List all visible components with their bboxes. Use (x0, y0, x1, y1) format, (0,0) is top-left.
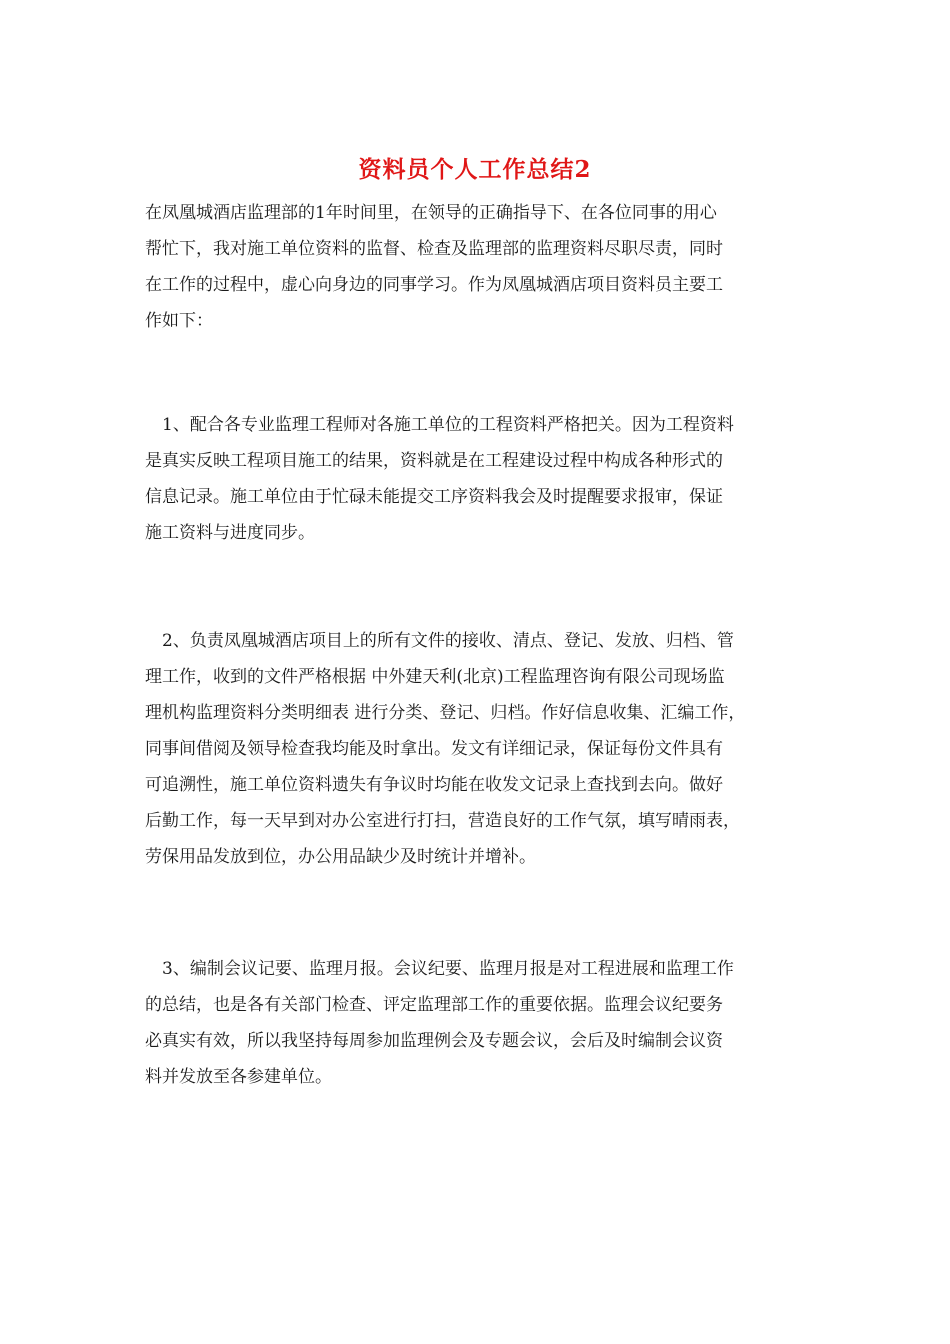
paragraph-line: 在凤凰城酒店监理部的1年时间里，在领导的正确指导下、在各位同事的用心 (145, 203, 717, 223)
paragraph-line: 的总结，也是各有关部门检查、评定监理部工作的重要依据。监理会议纪要务 (145, 995, 723, 1015)
paragraph-line: 1、配合各专业监理工程师对各施工单位的工程资料严格把关。因为工程资料 (162, 415, 734, 435)
document-title: 资料员个人工作总结2 (358, 156, 592, 183)
paragraph-line: 2、负责凤凰城酒店项目上的所有文件的接收、清点、登记、发放、归档、管 (162, 631, 734, 651)
item-2-paragraph (145, 623, 815, 875)
paragraph-line: 作如下： (145, 311, 213, 331)
paragraph-line: 理机构监理资料分类明细表 进行分类、登记、归档。作好信息收集、汇编工作， (145, 703, 746, 723)
paragraph-line: 必真实有效，所以我坚持每周参加监理例会及专题会议，会后及时编制会议资 (145, 1031, 723, 1051)
paragraph-line: 理工作，收到的文件严格根据 中外建天利(北京)工程监理咨询有限公司现场监 (145, 667, 725, 687)
paragraph-line: 同事间借阅及领导检查我均能及时拿出。发文有详细记录，保证每份文件具有 (145, 739, 723, 759)
intro-paragraph (145, 195, 815, 339)
paragraph-line: 劳保用品发放到位，办公用品缺少及时统计并增补。 (145, 847, 536, 867)
paragraph-line: 在工作的过程中，虚心向身边的同事学习。作为凤凰城酒店项目资料员主要工 (145, 275, 723, 295)
paragraph-line: 帮忙下，我对施工单位资料的监督、检查及监理部的监理资料尽职尽责，同时 (145, 239, 723, 259)
paragraph-line: 3、编制会议记要、监理月报。会议纪要、监理月报是对工程进展和监理工作 (162, 959, 734, 979)
item-1-paragraph (145, 407, 815, 551)
item-3-paragraph (145, 951, 815, 1095)
paragraph-line: 施工资料与进度同步。 (145, 523, 315, 543)
paragraph-line: 可追溯性，施工单位资料遗失有争议时均能在收发文记录上查找到去向。做好 (145, 775, 723, 795)
paragraph-line: 信息记录。施工单位由于忙碌未能提交工序资料我会及时提醒要求报审，保证 (145, 487, 723, 507)
paragraph-line: 是真实反映工程项目施工的结果，资料就是在工程建设过程中构成各种形式的 (145, 451, 723, 471)
paragraph-line: 料并发放至各参建单位。 (145, 1067, 332, 1087)
paragraph-line: 后勤工作，每一天早到对办公室进行打扫，营造良好的工作气氛，填写晴雨表， (145, 811, 740, 831)
